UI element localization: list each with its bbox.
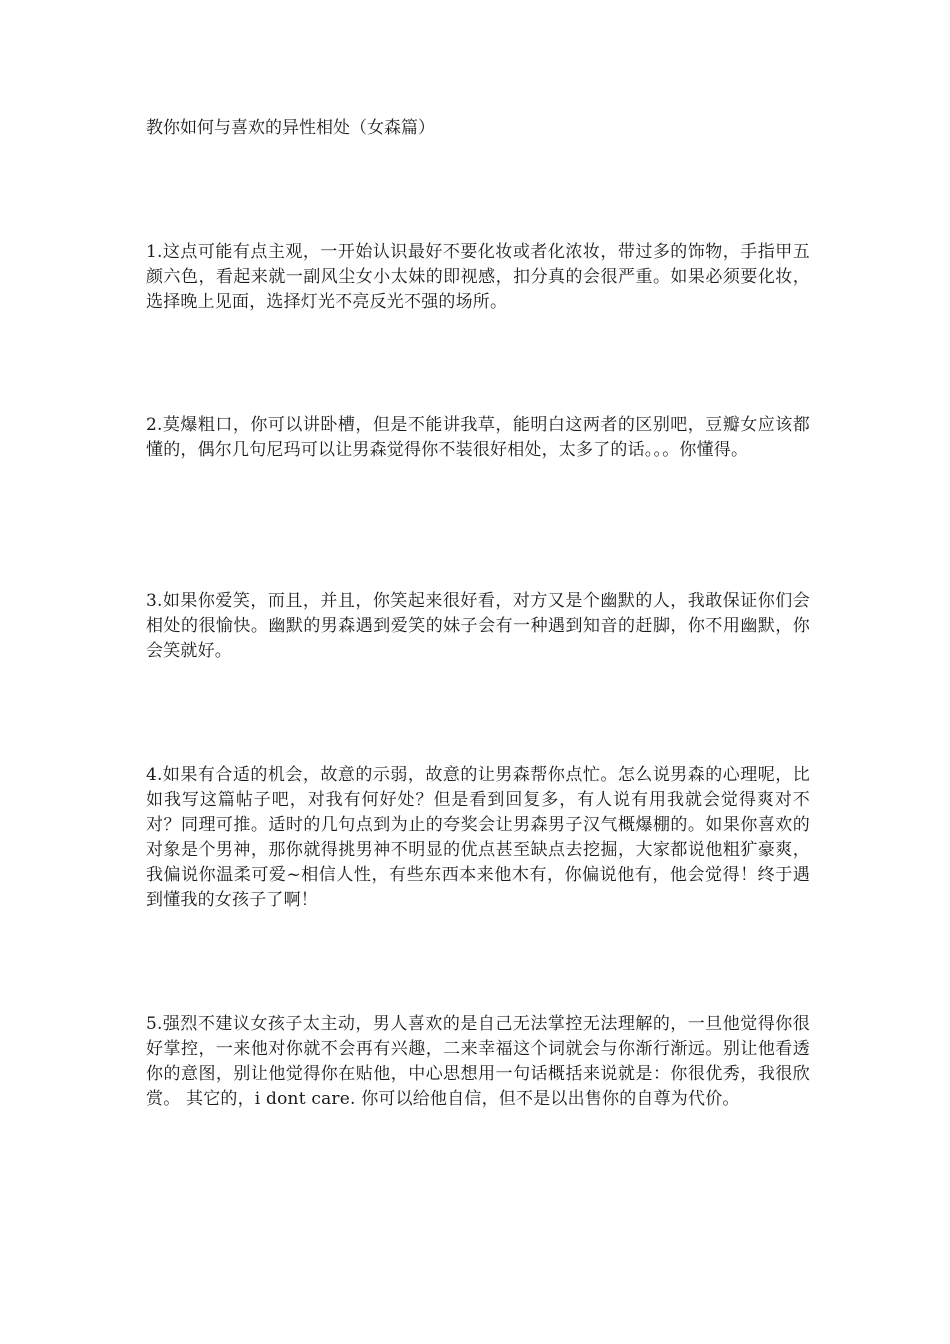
- document-title: 教你如何与喜欢的异性相处（女森篇）: [146, 118, 435, 138]
- paragraph-5: 5.强烈不建议女孩子太主动，男人喜欢的是自己无法掌控无法理解的，一旦他觉得你很好掌控，一来他对你就不会再有兴趣，二来幸福这个词就会与你渐行渐远。别让他看透你的意图，别让他觉得你在贴他，中心思想用一句话概括来说就是：你很优秀，我很欣赏。 其它的，i dont care. 你可以给他自信，但不是以出售你的自尊为代价。: [146, 1014, 810, 1109]
- paragraph-3: 3.如果你爱笑，而且，并且，你笑起来很好看，对方又是个幽默的人，我敢保证你们会相处的很愉快。幽默的男森遇到爱笑的妹子会有一种遇到知音的赶脚，你不用幽默，你会笑就好。: [146, 591, 810, 661]
- paragraph-2: 2.莫爆粗口，你可以讲卧槽，但是不能讲我草，能明白这两者的区别吧，豆瓣女应该都懂的，偶尔几句尼玛可以让男森觉得你不装很好相处，太多了的话。。。你懂得。: [146, 415, 810, 460]
- paragraph-4: 4.如果有合适的机会，故意的示弱，故意的让男森帮你点忙。怎么说男森的心理呢，比如我写这篇帖子吧，对我有何好处？但是看到回复多，有人说有用我就会觉得爽对不对？同理可推。适时的几句点到为止的夸奖会让男森男子汉气概爆棚的。如果你喜欢的对象是个男神，那你就得挑男神不明显的优点甚至缺点去挖掘，大家都说他粗犷豪爽，我偏说你温柔可爱~相信人性，有些东西本来他木有，你偏说他有，他会觉得！终于遇到懂我的女孩子了啊！: [146, 765, 810, 910]
- paragraph-1: 1.这点可能有点主观，一开始认识最好不要化妆或者化浓妆，带过多的饰物，手指甲五颜六色，看起来就一副风尘女小太妹的即视感，扣分真的会很严重。如果必须要化妆，选择晚上见面，选择灯光不亮反光不强的场所。: [146, 242, 810, 312]
